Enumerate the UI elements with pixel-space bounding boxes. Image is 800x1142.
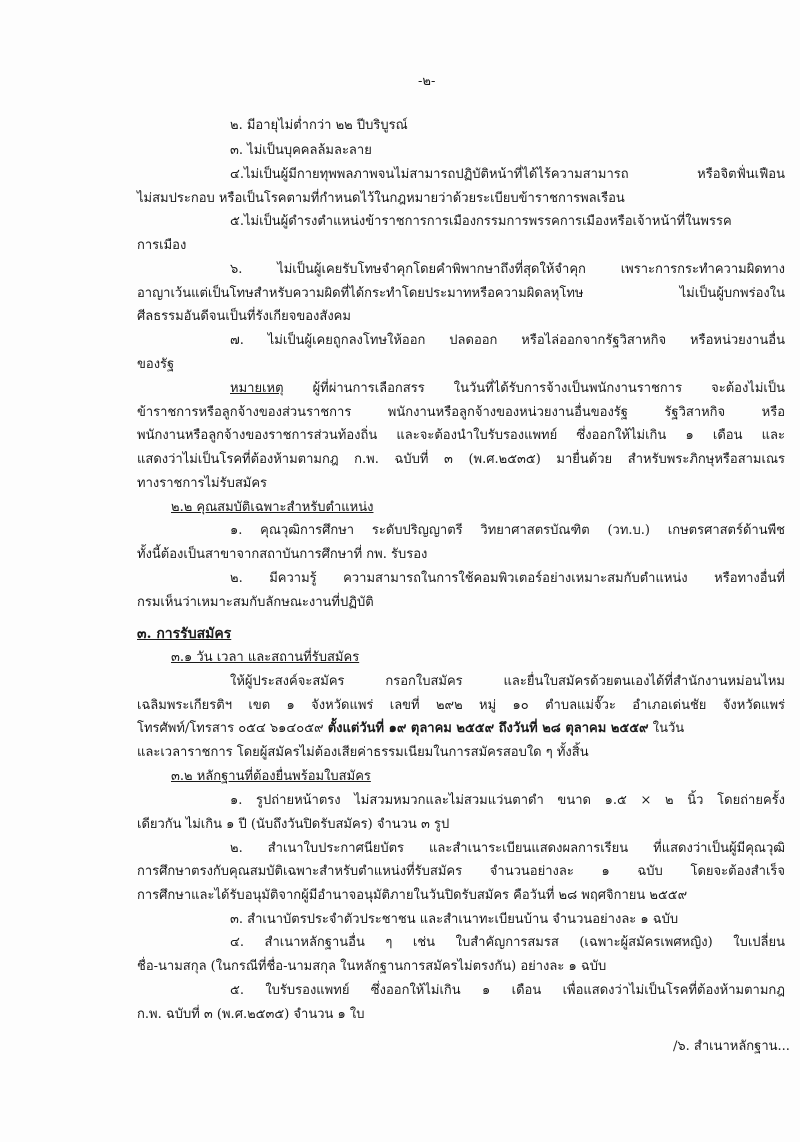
qualification-item-6-line3: ศีลธรรมอันดีจนเป็นที่รังเกียจของสังคม xyxy=(137,309,351,324)
section-3-2-item-1-line1: ๑. รูปถ่ายหน้าตรง ไม่สวมหมวกและไม่สวมแว่นตาดำ ขนาด ๑.๕ × ๒ นิ้ว โดยถ่ายครั้ง xyxy=(230,793,785,808)
section-3-1-line1: ให้ผู้ประสงค์จะสมัคร กรอกใบสมัคร และยื่นใบสมัครด้วยตนเองได้ที่สำนักงานหม่อนไหม xyxy=(230,674,785,689)
section-3-2-item-5-line2: ก.พ. ฉบับที่ ๓ (พ.ศ.๒๕๓๕) จำนวน ๑ ใบ xyxy=(137,1007,365,1022)
section-2-2-item-1-line1: ๑. คุณวุฒิการศึกษา ระดับปริญญาตรี วิทยาศาสตรบัณฑิต (วท.บ.) เกษตรศาสตร์ด้านพืช xyxy=(230,523,785,538)
qualification-item-5-line1: ๕.ไม่เป็นผู้ดำรงตำแหน่งข้าราชการการเมืองกรรมการพรรคการเมืองหรือเจ้าหน้าที่ในพรรค xyxy=(230,214,732,229)
remark-line3: พนักงานหรือลูกจ้างของราชการส่วนท้องถิ่น และจะต้องนำใบรับรองแพทย์ ซึ่งออกให้ไม่เกิน ๑ เดือน และ xyxy=(137,428,785,443)
qualification-item-7-line2: ของรัฐ xyxy=(137,357,175,372)
section-2-2-heading: ๒.๒ คุณสมบัติเฉพาะสำหรับตำแหน่ง xyxy=(171,500,374,515)
page-number: -๒- xyxy=(418,74,436,89)
section-3-2-item-3: ๓. สำเนาบัตรประจำตัวประชาชน และสำเนาทะเบียนบ้าน จำนวนอย่างละ ๑ ฉบับ xyxy=(230,912,679,927)
qualification-item-3: ๓. ไม่เป็นบุคคลล้มละลาย xyxy=(230,143,372,158)
section-3-1-line3-suffix: ในวัน xyxy=(648,721,685,736)
section-3-2-item-4-line1: ๔. สำเนาหลักฐานอื่น ๆ เช่น ใบสำคัญการสมรส (เฉพาะผู้สมัครเพศหญิง) ใบเปลี่ยน xyxy=(230,935,785,950)
remark-line2: ข้าราชการหรือลูกจ้างของส่วนราชการ พนักงานหรือลูกจ้างของหน่วยงานอื่นของรัฐ รัฐวิสาหกิจ หรือ xyxy=(137,405,785,420)
remark-label: หมายเหตุ xyxy=(230,381,284,396)
section-3-2-item-2-line1: ๒. สำเนาใบประกาศนียบัตร และสำเนาระเบียนแสดงผลการเรียน ที่แสดงว่าเป็นผู้มีคุณวุฒิ xyxy=(230,841,785,856)
section-3-2-heading: ๓.๒ หลักฐานที่ต้องยื่นพร้อมใบสมัคร xyxy=(171,769,371,784)
qualification-item-6-line1: ๖. ไม่เป็นผู้เคยรับโทษจำคุกโดยคำพิพากษาถึงที่สุดให้จำคุก เพราะการกระทำความผิดทาง xyxy=(230,262,785,277)
qualification-item-5-line2: การเมือง xyxy=(137,238,187,253)
remark-line1 xyxy=(230,381,785,397)
qualification-item-6-line2: อาญาเว้นแต่เป็นโทษสำหรับความผิดที่ได้กระทำโดยประมาทหรือความผิดลหุโทษ ไม่เป็นผู้บกพร่องใน xyxy=(137,286,785,301)
section-3-1-line4: และเวลาราชการ โดยผู้สมัครไม่ต้องเสียค่าธรรมเนียมในการสมัครสอบใด ๆ ทั้งสิ้น xyxy=(137,745,589,760)
section-2-2-item-2-line2: กรมเห็นว่าเหมาะสมกับลักษณะงานที่ปฏิบัติ xyxy=(137,595,374,610)
qualification-item-4-line2: ไม่สมประกอบ หรือเป็นโรคตามที่กำหนดไว้ในกฎหมายว่าด้วยระเบียบข้าราชการพลเรือน xyxy=(137,191,625,206)
qualification-item-7-line1: ๗. ไม่เป็นผู้เคยถูกลงโทษให้ออก ปลดออก หรือไล่ออกจากรัฐวิสาหกิจ หรือหน่วยงานอื่น xyxy=(230,333,785,348)
remark-line1-text: ผู้ที่ผ่านการเลือกสรร ในวันที่ได้รับการจ้างเป็นพนักงานราชการ จะต้องไม่เป็น xyxy=(312,381,785,396)
remark-line5: ทางราชการไม่รับสมัคร xyxy=(137,476,267,491)
section-3-1-dates: ตั้งแต่วันที่ ๑๙ ตุลาคม ๒๕๕๙ ถึงวันที่ ๒๘ ตุลาคม ๒๕๕๙ xyxy=(327,721,649,736)
section-3-2-item-1-line2: เดียวกัน ไม่เกิน ๑ ปี (นับถึงวันปิดรับสมัคร) จำนวน ๓ รูป xyxy=(137,817,450,832)
section-3-1-phone: โทรศัพท์/โทรสาร ๐๕๔ ๖๑๔๐๕๙ xyxy=(137,721,328,736)
section-3-2-item-5-line1: ๕. ใบรับรองแพทย์ ซึ่งออกให้ไม่เกิน ๑ เดือน เพื่อแสดงว่าไม่เป็นโรคที่ต้องห้ามตามกฎ xyxy=(230,983,785,998)
continuation-note: /๖. สำเนาหลักฐาน... xyxy=(673,1039,790,1054)
section-3-2-item-2-line3: การศึกษาและได้รับอนุมัติจากผู้มีอำนาจอนุมัติภายในวันปิดรับสมัคร คือวันที่ ๒๘ พฤศจิกายน ๒๕๕๙ xyxy=(137,888,688,903)
section-3-1-heading: ๓.๑ วัน เวลา และสถานที่รับสมัคร xyxy=(171,650,360,665)
qualification-item-2: ๒. มีอายุไม่ต่ำกว่า ๒๒ ปีบริบูรณ์ xyxy=(230,118,408,133)
section-3-2-item-4-line2: ชื่อ-นามสกุล (ในกรณีที่ชื่อ-นามสกุล ในหลักฐานการสมัครไม่ตรงกัน) อย่างละ ๑ ฉบับ xyxy=(137,959,607,974)
section-2-2-item-1-line2: ทั้งนี้ต้องเป็นสาขาจากสถาบันการศึกษาที่ กพ. รับรอง xyxy=(137,547,428,562)
remark-line4: แสดงว่าไม่เป็นโรคที่ต้องห้ามตามกฎ ก.พ. ฉบับที่ ๓ (พ.ศ.๒๕๓๕) มายื่นด้วย สำหรับพระภิกษุหรือสามเณร xyxy=(137,452,785,467)
section-3-heading: ๓. การรับสมัคร xyxy=(137,626,232,642)
section-3-1-line3 xyxy=(137,721,785,737)
section-3-2-item-2-line2: การศึกษาตรงกับคุณสมบัติเฉพาะสำหรับตำแหน่งที่รับสมัคร จำนวนอย่างละ ๑ ฉบับ โดยจะต้องสำเร็จ xyxy=(137,864,785,879)
qualification-item-4-line1: ๔.ไม่เป็นผู้มีกายทุพพลภาพจนไม่สามารถปฏิบัติหน้าที่ได้ไร้ความสามารถ หรือจิตฟั่นเฟือน xyxy=(230,167,785,182)
section-3-1-line2: เฉลิมพระเกียรติฯ เขต ๑ จังหวัดแพร่ เลขที่ ๒๙๒ หมู่ ๑๐ ตำบลแม่จั๊วะ อำเภอเด่นชัย จังหวัดแพร่ xyxy=(137,698,785,713)
section-2-2-item-2-line1: ๒. มีความรู้ ความสามารถในการใช้คอมพิวเตอร์อย่างเหมาะสมกับตำแหน่ง หรือทางอื่นที่ xyxy=(230,571,785,586)
